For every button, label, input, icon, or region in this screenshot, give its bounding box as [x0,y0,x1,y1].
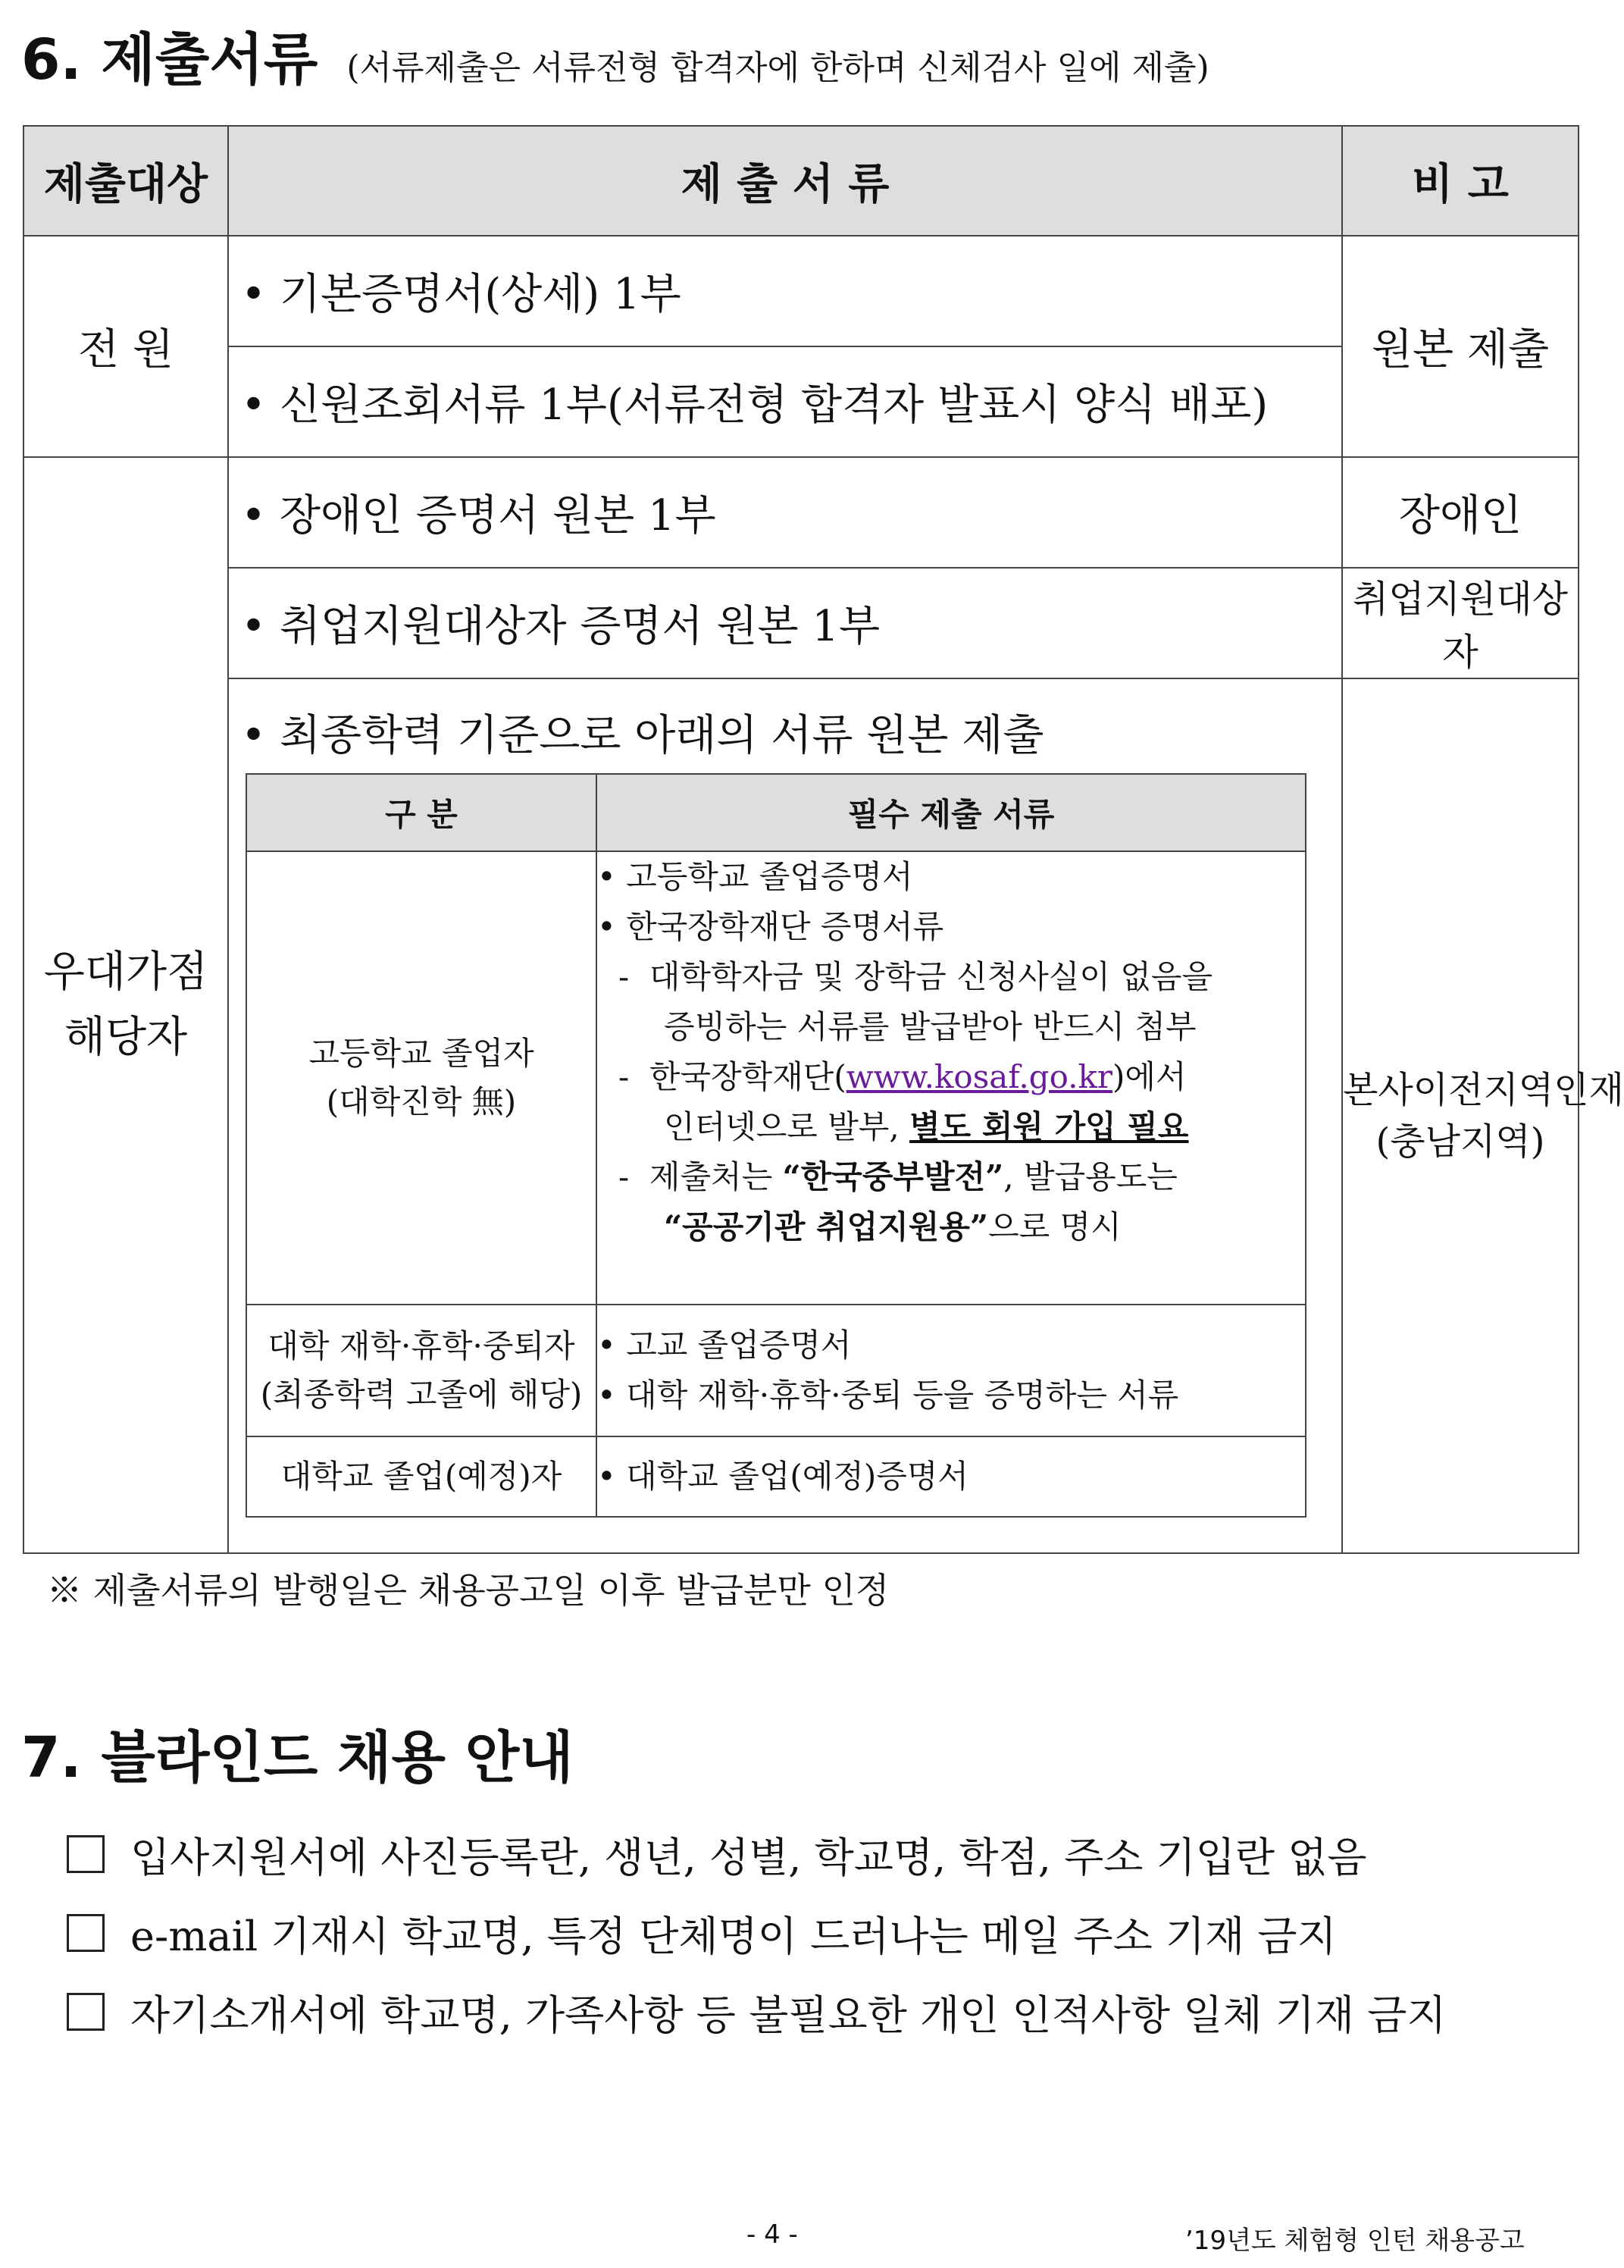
documents-table [23,125,1624,1554]
checkbox-icon [67,1914,105,1952]
inner-header-row [246,774,1306,851]
header-remarks: 비 고 [1342,126,1579,236]
remark-original: 원본 제출 [1342,236,1579,457]
section-6-subtitle: (서류제출은 서류전형 합격자에 한하며 신체검사 일에 제출) [346,49,1209,87]
education-docs-table [246,773,1306,1518]
document-item: • 장애인 증명서 원본 1부 [228,457,1342,568]
target-all: 전 원 [23,236,228,457]
blind-item: 자기소개서에 학교명, 가족사항 등 불필요한 개인 인적사항 일체 기재 금지 [67,1983,1447,2041]
page-number: - 4 - [746,2219,798,2250]
grad-label: 대학교 졸업(예정)자 [246,1436,596,1517]
college-docs: • 고교 졸업증명서 • 대학 재학·휴학·중퇴 등을 증명하는 서류 [596,1305,1306,1436]
document-item: • 최종학력 기준으로 아래의 서류 원본 제출 [229,702,1341,767]
section-7-title: 7. 블라인드 채용 안내 [21,1725,574,1790]
hs-graduate-docs: • 고등학교 졸업증명서 • 한국장학재단 증명서류 - 대학학자금 및 장학금 신청사실이 없음을 증빙하는 서류를 발급받아 반드시 첨부 - 한국장학재단(www.kosaf.go.kr)에서 인터넷으로 발부, 별도 회원 가입 필요 - 제출처는 “한국중부발전”, 발급용도는 “공공기관 취업지원용”으로 명시 [596,851,1306,1305]
section-6-title: 6. 제출서류 [21,27,318,92]
table-row [23,457,1579,568]
college-label: 대학 재학·휴학·중퇴자 (최종학력 고졸에 해당) [246,1305,596,1436]
issue-date-note: ※ 제출서류의 발행일은 채용공고일 이후 발급분만 인정 [47,1570,890,1611]
header-documents: 제 출 서 류 [228,126,1342,236]
table-row [246,1305,1306,1436]
hs-graduate-label: 고등학교 졸업자 (대학진학 無) [246,851,596,1305]
table-row [23,568,1579,678]
table-row [246,851,1306,1305]
inner-header-required: 필수 제출 서류 [596,774,1306,851]
footer-title: ’19년도 체험형 인턴 채용공고 [1185,2226,1525,2256]
header-target: 제출대상 [23,126,228,236]
remark-disabled: 장애인 [1342,457,1579,568]
table-row [23,678,1579,1553]
section-6-heading [21,15,1209,96]
remark-employment-support: 취업지원대상자 [1342,568,1579,678]
checkbox-icon [67,1993,105,2031]
blind-item: e-mail 기재시 학교명, 특정 단체명이 드러나는 메일 주소 기재 금지 [67,1904,1337,1963]
inner-header-category: 구 분 [246,774,596,851]
document-item: • 신원조회서류 1부(서류전형 합격자 발표시 양식 배포) [228,346,1342,457]
table-header-row [23,126,1579,236]
blind-item: 입사지원서에 사진등록란, 생년, 성별, 학교명, 학점, 주소 기입란 없음 [67,1825,1367,1884]
grad-docs: • 대학교 졸업(예정)증명서 [596,1436,1306,1517]
table-row [246,1436,1306,1517]
education-cell [228,678,1342,1553]
target-preferred: 우대가점 해당자 [23,457,228,1553]
table-row [23,236,1579,346]
document-item: • 기본증명서(상세) 1부 [228,236,1342,346]
checkbox-icon [67,1835,105,1873]
remark-local-talent: 본사이전지역인재 (충남지역) [1342,678,1579,1553]
kosaf-link[interactable]: www.kosaf.go.kr [846,1058,1112,1095]
document-item: • 취업지원대상자 증명서 원본 1부 [228,568,1342,678]
